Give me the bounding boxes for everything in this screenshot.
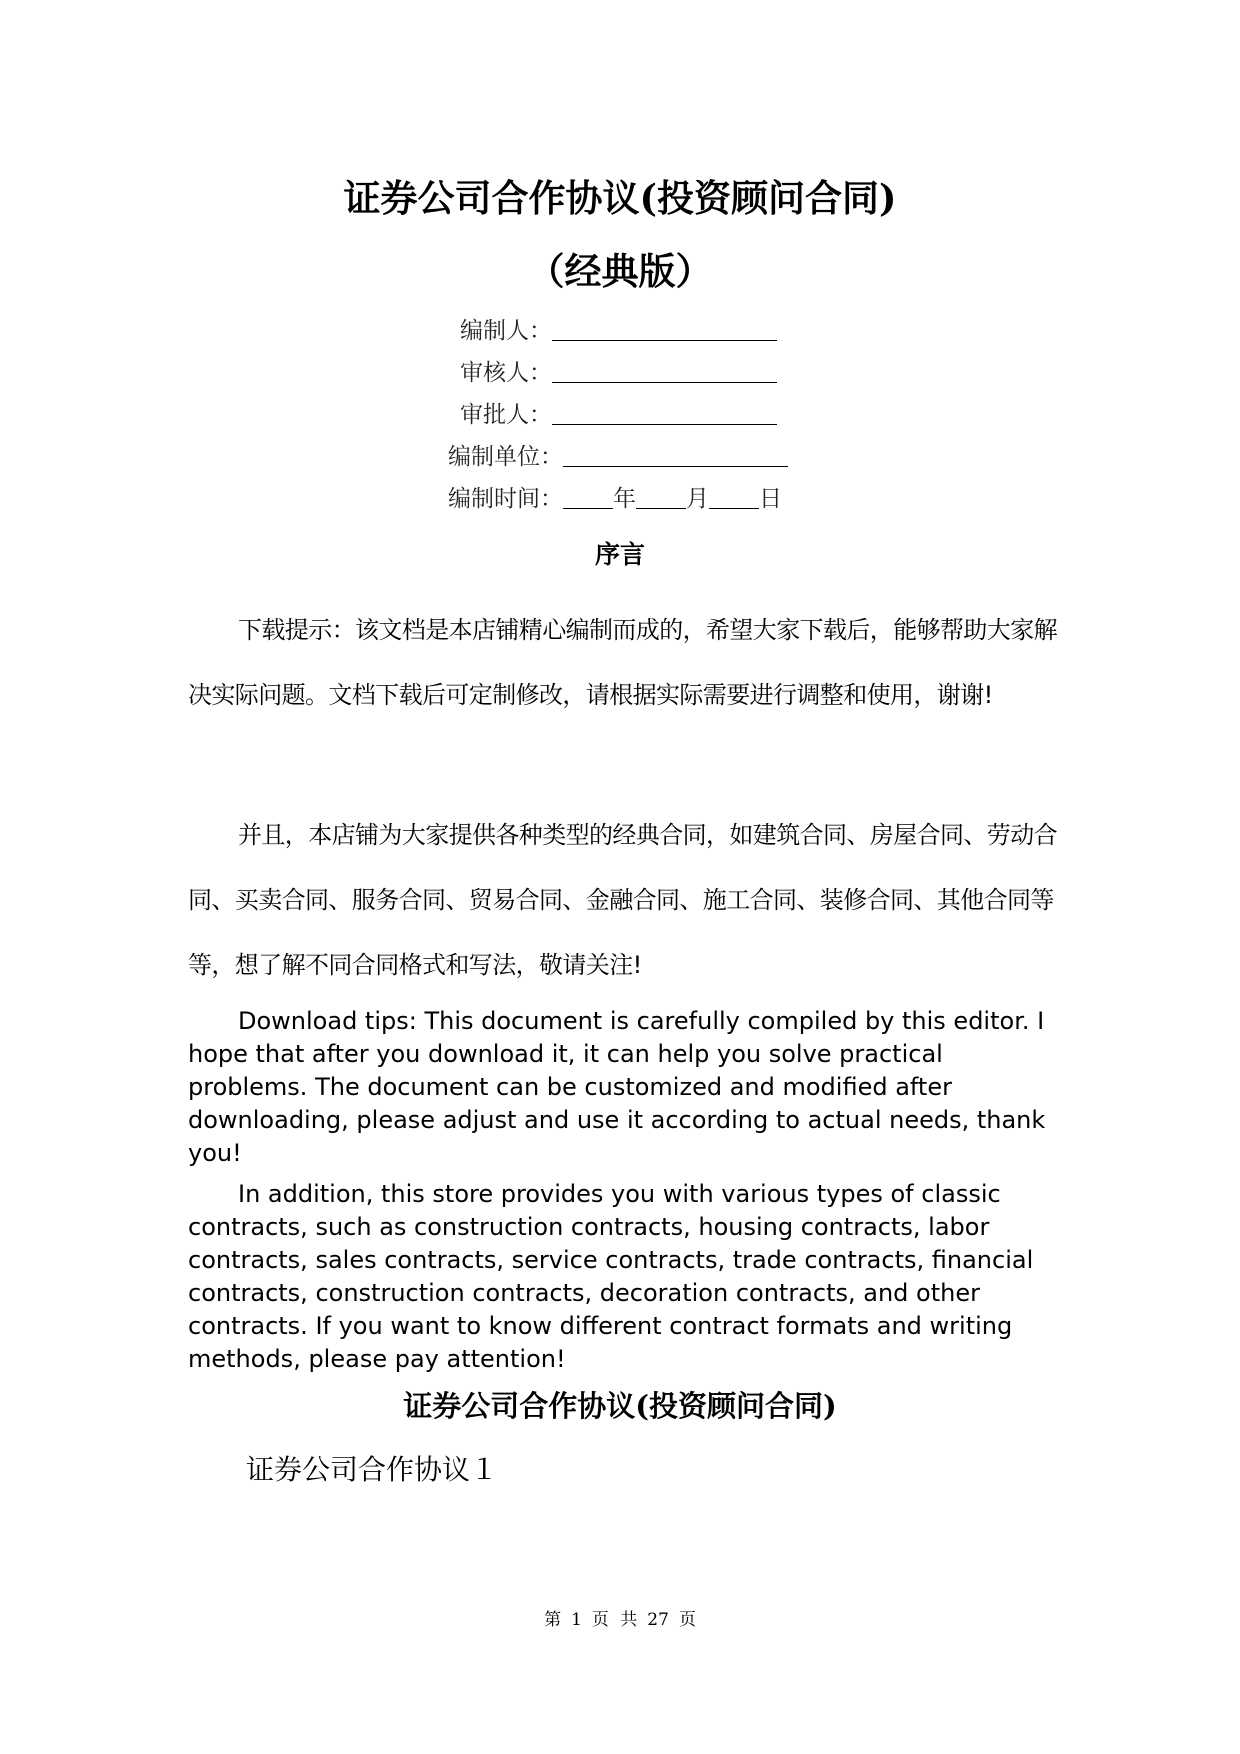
- year-label: 年: [613, 486, 636, 512]
- date-row: [448, 478, 782, 520]
- page-prefix: 第: [544, 1610, 562, 1630]
- page-footer: [0, 1607, 1240, 1633]
- page-number: 1: [571, 1610, 582, 1630]
- page-total: 27: [647, 1610, 669, 1630]
- document-title: 证券公司合作协议(投资顾问合同): [343, 176, 897, 220]
- unit-row: [448, 436, 788, 478]
- section-title: 证券公司合作协议(投资顾问合同): [403, 1389, 837, 1423]
- preface-zh-paragraph-2: 并且，本店铺为大家提供各种类型的经典合同，如建筑合同、房屋合同、劳动合同、买卖合同、服务合同、贸易合同、金融合同、施工合同、装修合同、其他合同等等，想了解不同合同格式和写法，敬请关注!: [188, 821, 1057, 979]
- date-label: 编制时间：: [448, 486, 563, 512]
- preface-heading: 序言: [594, 540, 645, 569]
- reviewer-label: 审核人：: [460, 360, 552, 386]
- approver-row: [460, 394, 777, 436]
- approver-blank: [552, 394, 777, 425]
- approver-label: 审批人：: [460, 402, 552, 428]
- document-subtitle: （经典版）: [527, 249, 713, 293]
- unit-label: 编制单位：: [448, 444, 563, 470]
- year-blank: [563, 478, 613, 509]
- reviewer-row: [460, 352, 777, 394]
- reviewer-blank: [552, 352, 777, 383]
- unit-blank: [563, 436, 788, 467]
- compiler-blank: [552, 310, 777, 341]
- month-blank: [636, 478, 686, 509]
- compiler-label: 编制人：: [460, 318, 552, 344]
- page-suffix: 页: [678, 1610, 696, 1630]
- preface-en-paragraph-2: In addition, this store provides you with various types of classic contracts, such as construction contracts, housing contracts, labor contracts, sales contracts, service contracts, trade contracts, financial contracts, construction contracts, decoration contracts, and other contracts. If you want to know different contract formats and writing methods, please pay attention!: [188, 1180, 1034, 1373]
- compiler-row: [460, 310, 777, 352]
- day-label: 日: [759, 486, 782, 512]
- preface-en-paragraph-1: Download tips: This document is carefully compiled by this editor. I hope that after you download it, it can help you solve practical problems. The document can be customized and modified after downloading, please adjust and use it according to actual needs, thank you!: [188, 1007, 1046, 1167]
- clause-heading: 证券公司合作协议１: [246, 1453, 499, 1486]
- page-mid: 页 共: [591, 1610, 638, 1630]
- month-label: 月: [686, 486, 709, 512]
- day-blank: [709, 478, 759, 509]
- preface-zh-paragraph-1: 下载提示：该文档是本店铺精心编制而成的，希望大家下载后，能够帮助大家解决实际问题。文档下载后可定制修改，请根据实际需要进行调整和使用，谢谢!: [188, 616, 1057, 709]
